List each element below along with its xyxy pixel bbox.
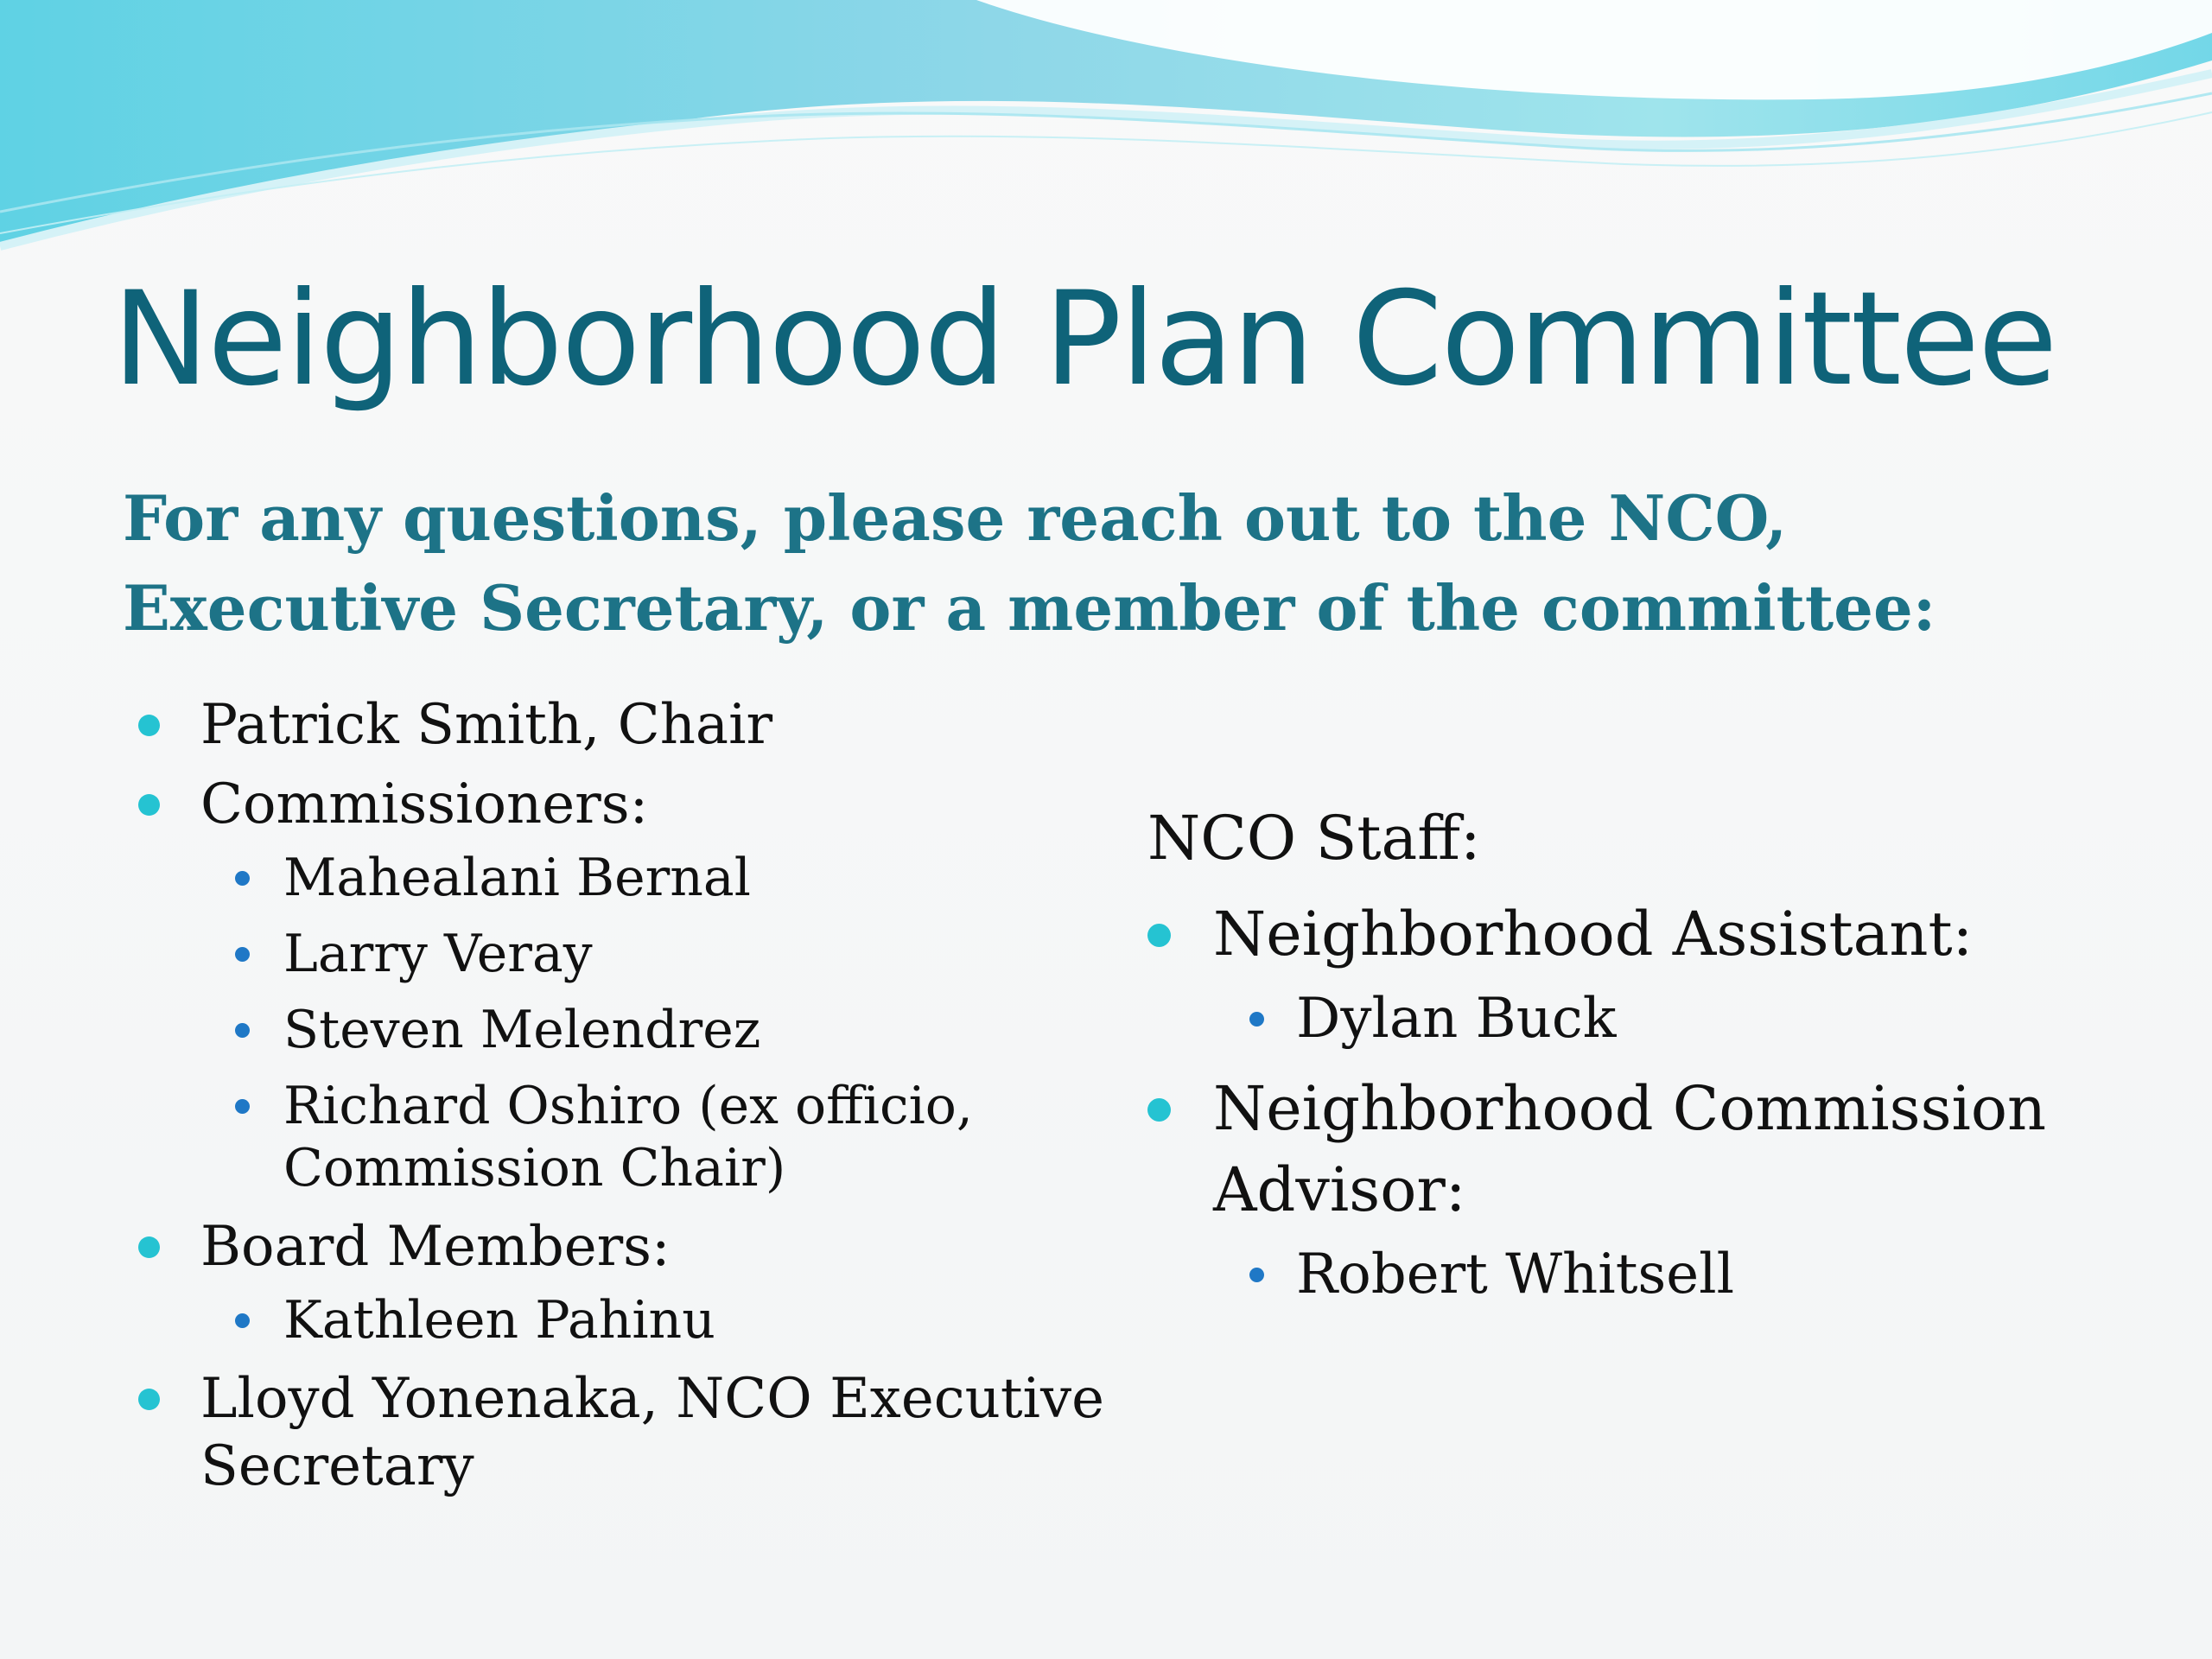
commissioner-item xyxy=(228,999,1106,1061)
commissioner-name: Larry Veray xyxy=(283,924,593,984)
sub-bullet-dot-icon xyxy=(235,1313,250,1328)
bullet-dot-icon xyxy=(138,794,160,816)
commissioner-item xyxy=(228,1075,1106,1199)
commissioners-list xyxy=(200,847,1106,1199)
sub-bullet-dot-icon xyxy=(235,871,250,886)
list-item-chair xyxy=(138,691,1106,759)
list-item-board-members xyxy=(138,1213,1106,1351)
assistant-item xyxy=(1243,983,2141,1054)
committee-members-column xyxy=(138,691,1106,1512)
committee-list xyxy=(138,691,1106,1500)
chair-text: Patrick Smith, Chair xyxy=(200,693,773,757)
wave-header-decoration xyxy=(0,0,2212,268)
slide-subtitle: For any questions, please reach out to the NCO, Executive Secretary, or a member of the committee: xyxy=(123,481,1936,645)
board-members-list xyxy=(200,1289,1106,1351)
sub-bullet-dot-icon xyxy=(235,947,250,962)
commissioner-name: Mahealani Bernal xyxy=(283,848,751,908)
bullet-dot-icon xyxy=(138,1236,160,1258)
bullet-dot-icon xyxy=(138,1389,160,1410)
commissioner-item xyxy=(228,847,1106,909)
sub-bullet-dot-icon xyxy=(235,1099,250,1114)
list-item-assistant xyxy=(1147,893,2141,1054)
bullet-dot-icon xyxy=(1147,924,1171,947)
board-member-name: Kathleen Pahinu xyxy=(283,1290,715,1351)
advisor-name: Robert Whitsell xyxy=(1296,1243,1735,1306)
assistant-name: Dylan Buck xyxy=(1296,987,1617,1051)
assistant-label: Neighborhood Assistant: xyxy=(1213,899,1974,969)
list-item-executive-secretary xyxy=(138,1365,1106,1500)
commissioner-name: Steven Melendrez xyxy=(283,1000,761,1060)
nco-staff-column xyxy=(1147,804,2141,1324)
slide-title: Neighborhood Plan Committee xyxy=(112,264,2056,415)
advisor-item xyxy=(1243,1239,2141,1310)
nco-staff-heading: NCO Staff: xyxy=(1147,803,1481,874)
commissioner-item xyxy=(228,923,1106,985)
board-member-item xyxy=(228,1289,1106,1351)
sub-bullet-dot-icon xyxy=(1249,1268,1264,1282)
commissioners-label: Commissioners: xyxy=(200,772,649,836)
sub-bullet-dot-icon xyxy=(235,1023,250,1038)
commissioner-name: Richard Oshiro (ex officio, Commission Chair) xyxy=(283,1076,973,1198)
bullet-dot-icon xyxy=(1147,1098,1171,1122)
advisor-label: Neighborhood Commission Advisor: xyxy=(1213,1073,2047,1225)
assistant-list xyxy=(1213,983,2141,1054)
sub-bullet-dot-icon xyxy=(1249,1012,1264,1027)
executive-secretary-text: Lloyd Yonenaka, NCO Executive Secretary xyxy=(200,1367,1105,1498)
bullet-dot-icon xyxy=(138,715,160,736)
nco-staff-list xyxy=(1147,893,2141,1310)
list-item-advisor xyxy=(1147,1068,2141,1310)
list-item-commissioners xyxy=(138,771,1106,1199)
board-members-label: Board Members: xyxy=(200,1215,671,1279)
advisor-list xyxy=(1213,1239,2141,1310)
